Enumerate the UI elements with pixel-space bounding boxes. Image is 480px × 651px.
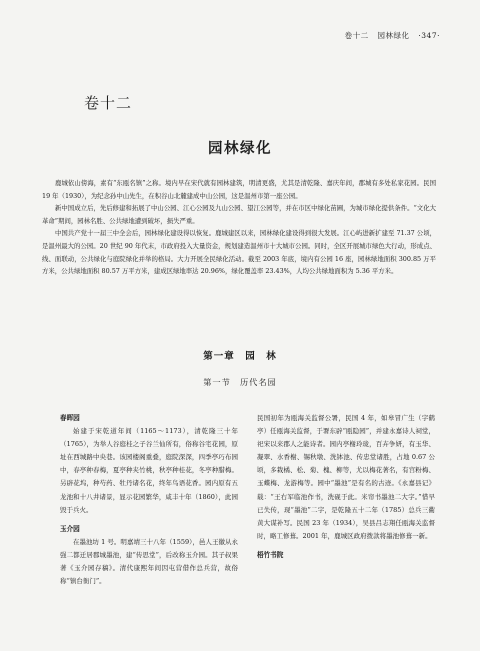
entry-text: 在墨池坊 1 号。明嘉靖三十八年（1559），邑人王徽从永强二都迁居郡城墨池，建“传思堂”，后改称玉介园。其子叔果著《玉介园存稿》。清代康熙年间因屯营借作总兵营，故俗称“镇台衙门”。 (60, 537, 238, 586)
entry-text-continued: 民国初年为瓯海关监督公署，民国 4 年，如皋冒广生（字鹤亭）任瓯海关监督，于署东辟“瓯隐园”，并建永嘉诗人祠堂，祀宋以来郡人之能诗者。园内亭榭玲珑，百卉争妍，有玉华、凝翠、水香榭、锡秋墩、洗钵池、传忠堂诸胜，占地 0.67 公顷，多栽橘、松、菊、槐、柳等，尤以梅花著名，有宫粉梅、玉蝶梅、龙游梅等。园中“墨池”是有名的古迹。《永嘉县记》载：“王右军临池作书，洗砚于此。米帘书墨池二大字。”惜早已失传，现“墨池”二字，是乾隆五十二年（1785）总兵三衢黄大谋补写。民国 23 年（1934），吴县吕志翔任瓯海关监督时，略工修葺。2001 年，鹿城区政府拨款将墨池修葺一新。 (257, 414, 435, 540)
left-column (60, 412, 238, 594)
intro-paragraph: 鹿城依山傍海，素有“东瓯名镇”之称。境内早在宋代就有园林建筑，明清更盛，尤其是清乾隆、嘉庆年间，郡城有多处私家花园。民国 19 年（1930），为纪念孙中山先生，在积谷山北麓建成中山公园，这是温州市第一座公园。 (42, 179, 436, 200)
volume-heading: 卷十二 (84, 94, 133, 112)
entry-heading: 玉介园 (60, 524, 80, 533)
volume-title: 园林绿化 (208, 140, 272, 157)
page-number: ·347· (418, 31, 440, 40)
entry-heading: 春晖园 (60, 414, 80, 422)
running-head-volume: 卷十二 (344, 31, 369, 40)
running-head (339, 30, 440, 41)
running-head-topic: 园林绿化 (377, 31, 410, 40)
intro-text (42, 177, 436, 278)
right-column (257, 412, 435, 562)
chapter-title: 第一章 园 林 (203, 351, 277, 362)
entry-heading: 梧竹书院 (257, 550, 284, 559)
entry-text: 始建于宋乾道年间（1165～1173），清乾隆三十年（1765），为举人谷庭桂之子谷兰仙所有，俗称谷宅花园，原址在西城路中央巷。该园楼阁重叠，庭院深深，四季亭巧布园中，春亭种春梅，夏亭种夹竹桃，秋亭种桂花，冬亭种腊梅。另辟花坞，种芍药、牡丹诸名花，终年鸟语花香。园内原有五龙池和十八井诸景，显示花园繁华，咸丰十年（1860），此园毁于兵火。 (60, 427, 238, 514)
intro-paragraph: 中国共产党十一届三中全会后，园林绿化建设得以恢复。鹿城建区以来，园林绿化建设得到很大发展。江心屿进新扩建至 71.37 公顷，是温州最大的公园。20 世纪 90 年代末，市政府投入大量资金，规划建造温州市十大城市公园。同时，全区开展城市绿色大行动，形成点、线、面联动，公共绿化与庭院绿化并举的格局。大力开展全民绿化活动。截至 2003 年底，境内有公园 16 座，园林绿地面积 300.85 万平方米，公共绿地面积 80.57 万平方米，建成区绿地率达 20.96%，绿化覆盖率 23.43%，人均公共绿地面积为 5.36 平方米。 (42, 229, 436, 276)
intro-paragraph: 新中国成立后，先后修建和拓展了中山公园、江心公园及九山公园、望江公园等，并在市区中绿化苗圃，为城市绿化提供条件。“文化大革命”期间，园林名胜、公共绿地遭到破坏，损失严重。 (42, 204, 436, 225)
section-title: 第一节 历代名园 (203, 377, 277, 387)
